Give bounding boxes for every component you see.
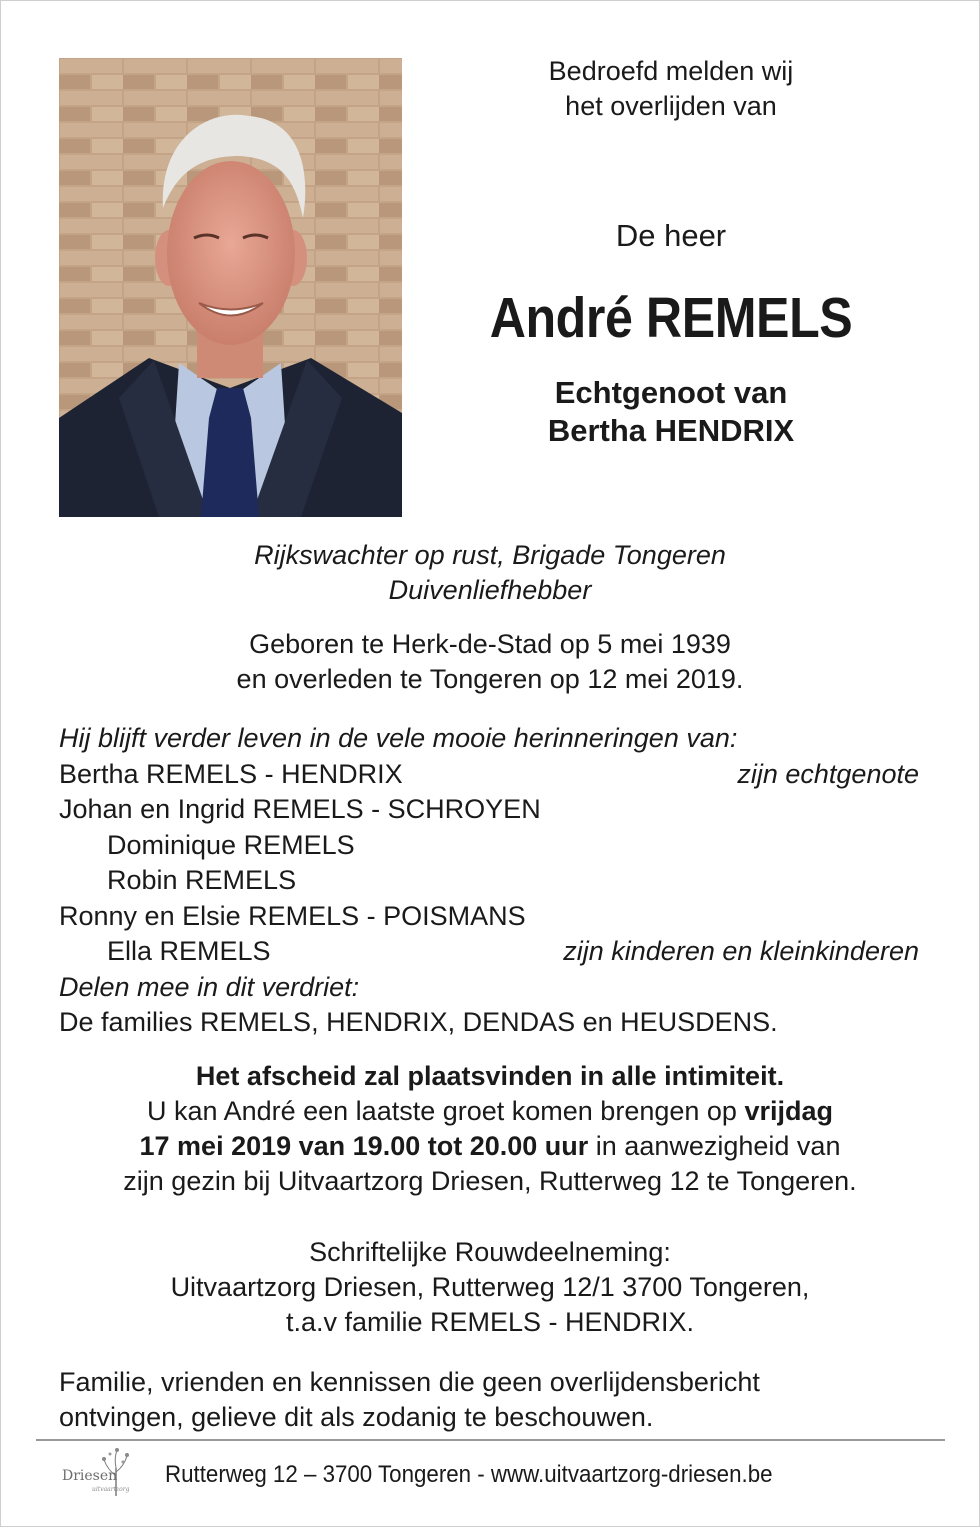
spouse-line-2: Bertha HENDRIX: [547, 413, 795, 448]
logo-name: Driesen: [62, 1468, 118, 1484]
member-name: Ronny en Elsie REMELS - POISMANS: [59, 900, 526, 931]
farewell-line-2-text: U kan André een laatste groet komen brengen op: [147, 1096, 745, 1126]
death-line: en overleden te Tongeren op 12 mei 2019.: [236, 664, 744, 694]
member-role: zijn echtgenote: [737, 758, 919, 789]
condolences-block: [0, 1235, 980, 1340]
farewell-line-3: [0, 1129, 980, 1164]
footer-divider: [36, 1439, 945, 1441]
share-intro: Delen mee in dit verdriet:: [59, 971, 360, 1002]
condolences-line-2: Uitvaartzorg Driesen, Rutterweg 12/1 3700 Tongeren,: [170, 1272, 810, 1302]
notice-line-1: Familie, vrienden en kennissen die geen overlijdensbericht: [59, 1367, 760, 1397]
announcement-header: [440, 54, 902, 450]
occupation-block: [0, 538, 980, 608]
dates-block: [0, 627, 980, 697]
family-intro: Hij blijft verder leven in de vele mooie herinneringen van:: [59, 723, 738, 753]
birth-line: Geboren te Herk-de-Stad op 5 mei 1939: [249, 629, 731, 659]
list-item: [59, 934, 919, 970]
portrait-photo: [59, 58, 402, 517]
farewell-block: [0, 1059, 980, 1199]
member-name: Ella REMELS: [107, 936, 271, 966]
notice-line-2: ontvingen, gelieve dit als zodanig te beschouwen.: [59, 1402, 654, 1432]
list-item: [59, 863, 919, 899]
member-name: Robin REMELS: [107, 865, 297, 895]
notice-block: [59, 1365, 959, 1435]
occupation-line-1: Rijkswachter op rust, Brigade Tongeren: [254, 540, 726, 570]
farewell-line-2: [0, 1094, 980, 1129]
list-item: [59, 792, 919, 828]
families-line: De families REMELS, HENDRIX, DENDAS en HEUSDENS.: [59, 1007, 778, 1037]
honorific: De heer: [615, 218, 727, 253]
farewell-line-3-text: in aanwezigheid van: [588, 1131, 841, 1161]
intro-line-1: Bedroefd melden wij: [548, 56, 794, 86]
member-name: Johan en Ingrid REMELS - SCHROYEN: [59, 794, 541, 824]
deceased-name: André REMELS: [489, 286, 853, 350]
member-role: zijn kinderen en kleinkinderen: [563, 936, 919, 966]
farewell-datetime: 17 mei 2019 van 19.00 tot 20.00 uur: [139, 1131, 589, 1161]
list-item: [59, 757, 919, 793]
logo-subtitle: uitvaartzorg: [92, 1486, 130, 1493]
farewell-day: vrijdag: [744, 1096, 833, 1126]
list-item: [59, 828, 919, 864]
intro-line-2: het overlijden van: [565, 91, 777, 121]
member-name: Dominique REMELS: [107, 829, 355, 860]
family-block: [59, 721, 919, 1041]
list-item: [59, 899, 919, 935]
footer-address: Rutterweg 12 – 3700 Tongeren - www.uitvaartzorg-driesen.be: [165, 1461, 773, 1488]
farewell-line-4: zijn gezin bij Uitvaartzorg Driesen, Rutterweg 12 te Tongeren.: [123, 1166, 857, 1196]
farewell-line-1: Het afscheid zal plaatsvinden in alle intimiteit.: [195, 1061, 785, 1091]
spouse-line-1: Echtgenoot van: [554, 375, 788, 410]
funeral-home-logo: [54, 1446, 144, 1506]
condolences-line-1: Schriftelijke Rouwdeelneming:: [309, 1237, 671, 1267]
condolences-line-3: t.a.v familie REMELS - HENDRIX.: [285, 1307, 695, 1337]
occupation-line-2: Duivenliefhebber: [388, 575, 592, 605]
member-name: Bertha REMELS - HENDRIX: [59, 758, 403, 789]
